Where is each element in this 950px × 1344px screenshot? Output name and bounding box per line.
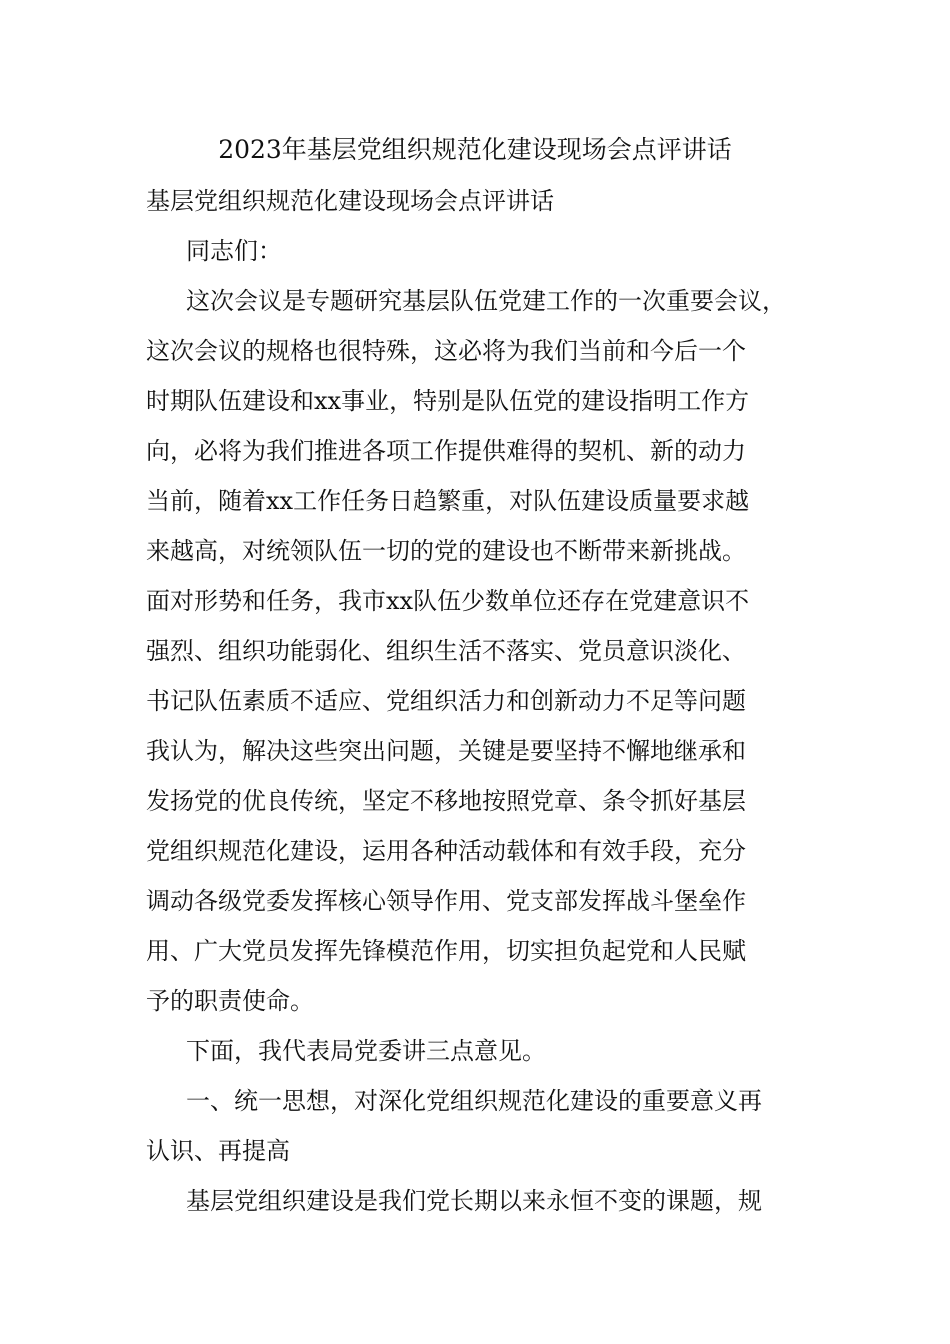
body-line: 下面，我代表局党委讲三点意见。	[186, 1037, 546, 1065]
body-line: 我认为，解决这些突出问题，关键是要坚持不懈地继承和	[146, 737, 746, 765]
section-heading-line: 认识、再提高	[146, 1137, 290, 1165]
body-line: 发扬党的优良传统，坚定不移地按照党章、条令抓好基层	[146, 787, 746, 815]
body-line: 强烈、组织功能弱化、组织生活不落实、党员意识淡化、	[146, 637, 746, 665]
body-line: 向，必将为我们推进各项工作提供难得的契机、新的动力	[146, 437, 746, 465]
body-line: 书记队伍素质不适应、党组织活力和创新动力不足等问题	[146, 687, 746, 715]
body-line: 这次会议是专题研究基层队伍党建工作的一次重要会议，	[186, 287, 786, 315]
salutation-line: 同志们：	[186, 237, 282, 265]
body-line: 党组织规范化建设，运用各种活动载体和有效手段，充分	[146, 837, 746, 865]
body-line: 予的职责使命。	[146, 987, 314, 1015]
section-heading-line: 一、统一思想，对深化党组织规范化建设的重要意义再	[186, 1087, 762, 1115]
body-line: 来越高，对统领队伍一切的党的建设也不断带来新挑战。	[146, 537, 746, 565]
body-line: 面对形势和任务，我市xx队伍少数单位还存在党建意识不	[146, 587, 750, 615]
document-title: 2023年基层党组织规范化建设现场会点评讲话	[218, 135, 732, 164]
body-line: 时期队伍建设和xx事业，特别是队伍党的建设指明工作方	[146, 387, 750, 415]
body-line: 基层党组织建设是我们党长期以来永恒不变的课题，规	[186, 1187, 762, 1215]
document-subtitle: 基层党组织规范化建设现场会点评讲话	[146, 187, 554, 215]
body-line: 这次会议的规格也很特殊，这必将为我们当前和今后一个	[146, 337, 746, 365]
body-line: 调动各级党委发挥核心领导作用、党支部发挥战斗堡垒作	[146, 887, 746, 915]
body-line: 用、广大党员发挥先锋模范作用，切实担负起党和人民赋	[146, 937, 746, 965]
body-line: 当前，随着xx工作任务日趋繁重，对队伍建设质量要求越	[146, 487, 750, 515]
